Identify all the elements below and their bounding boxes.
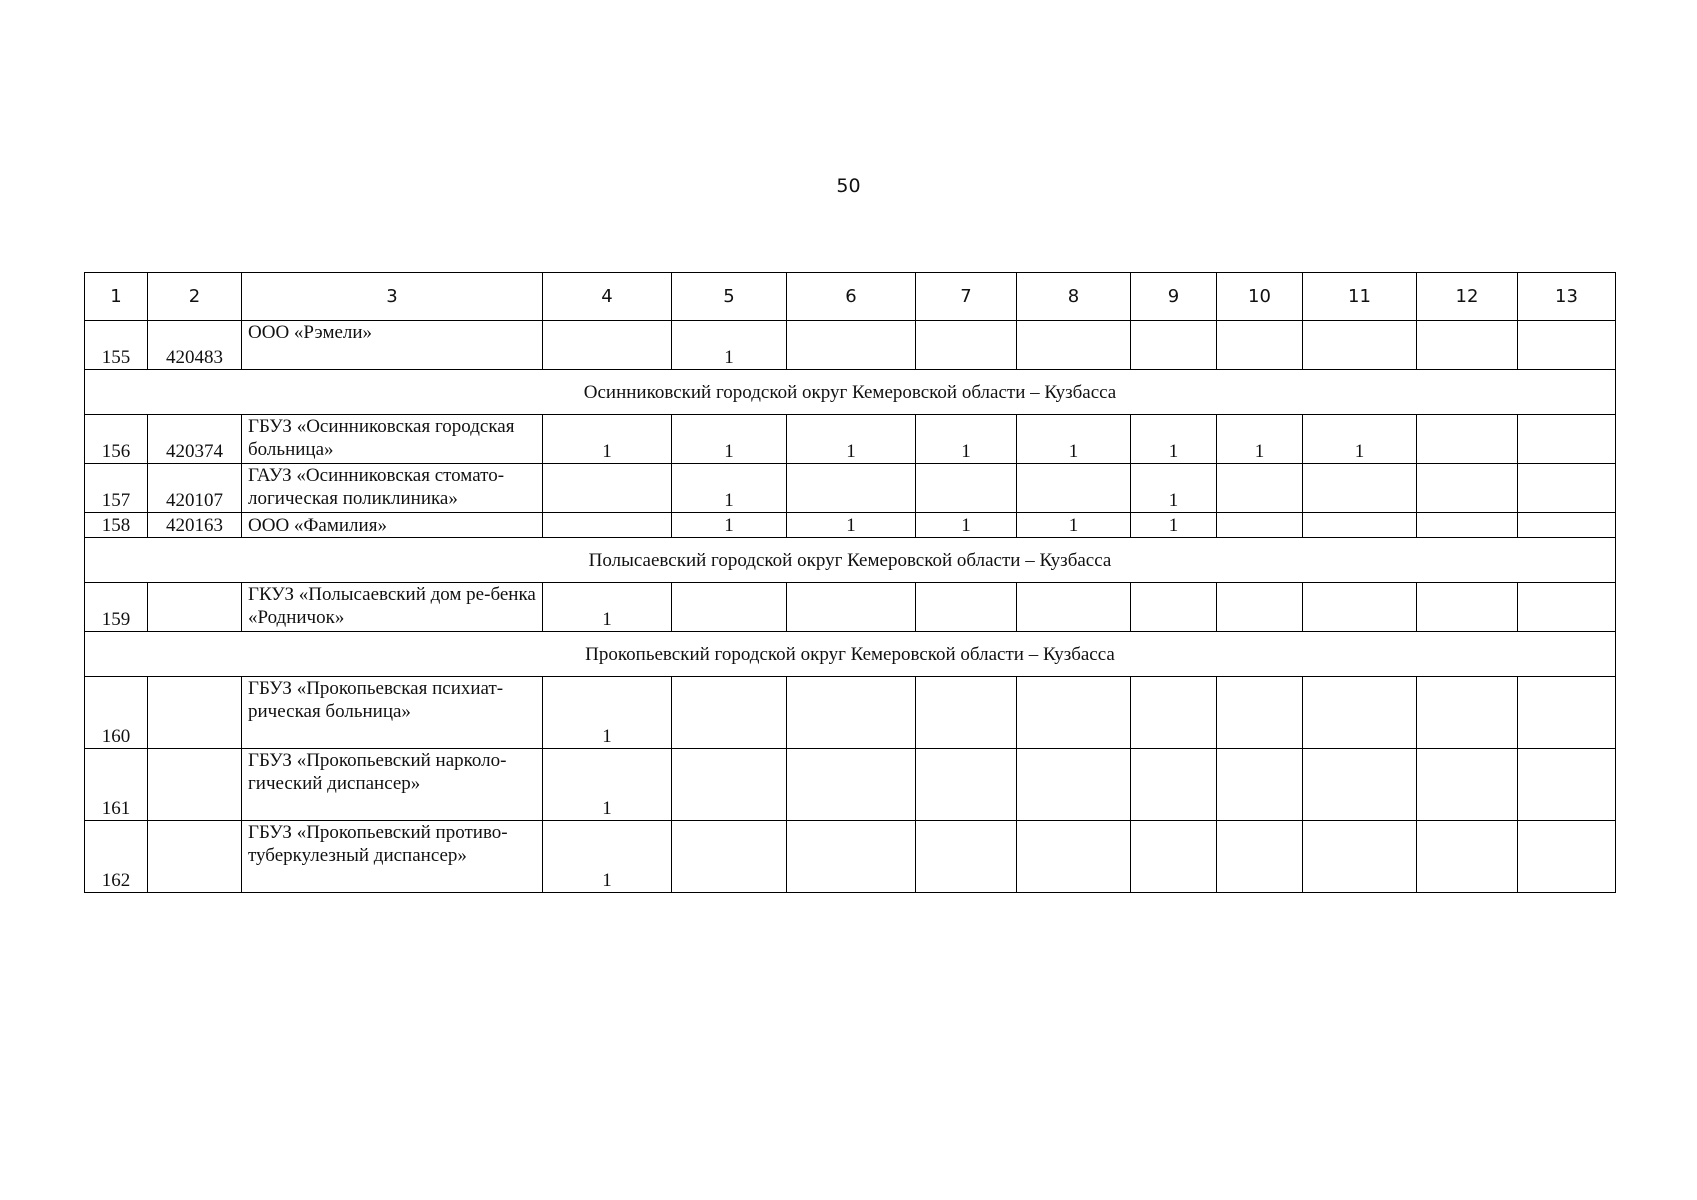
organization-name: ГБУЗ «Прокопьевская психиат-рическая больница» bbox=[242, 677, 543, 749]
column-header: 6 bbox=[787, 273, 916, 321]
column-header: 10 bbox=[1217, 273, 1303, 321]
data-table bbox=[84, 272, 1616, 893]
column-header: 11 bbox=[1303, 273, 1417, 321]
value-cell bbox=[672, 749, 787, 821]
value-cell bbox=[1303, 513, 1417, 538]
value-cell bbox=[1217, 513, 1303, 538]
value-cell bbox=[1131, 677, 1217, 749]
row-code: 420107 bbox=[148, 464, 242, 513]
value-cell bbox=[1518, 513, 1616, 538]
table-row bbox=[85, 415, 1616, 464]
value-cell: 1 bbox=[543, 415, 672, 464]
value-cell bbox=[787, 749, 916, 821]
column-header: 3 bbox=[242, 273, 543, 321]
value-cell bbox=[787, 821, 916, 893]
value-cell bbox=[1417, 583, 1518, 632]
value-cell: 1 bbox=[672, 415, 787, 464]
value-cell bbox=[1417, 415, 1518, 464]
table-row bbox=[85, 513, 1616, 538]
value-cell bbox=[1303, 321, 1417, 370]
row-code: 420163 bbox=[148, 513, 242, 538]
row-code bbox=[148, 749, 242, 821]
value-cell bbox=[1217, 464, 1303, 513]
value-cell: 1 bbox=[1131, 464, 1217, 513]
value-cell bbox=[1417, 749, 1518, 821]
value-cell bbox=[916, 464, 1017, 513]
value-cell bbox=[1131, 321, 1217, 370]
value-cell: 1 bbox=[672, 321, 787, 370]
value-cell bbox=[543, 513, 672, 538]
column-header: 1 bbox=[85, 273, 148, 321]
value-cell: 1 bbox=[1303, 415, 1417, 464]
value-cell bbox=[1217, 583, 1303, 632]
value-cell bbox=[1017, 749, 1131, 821]
column-header: 2 bbox=[148, 273, 242, 321]
value-cell: 1 bbox=[1217, 415, 1303, 464]
value-cell bbox=[1017, 321, 1131, 370]
section-row bbox=[85, 538, 1616, 583]
value-cell: 1 bbox=[787, 415, 916, 464]
value-cell bbox=[1131, 749, 1217, 821]
row-number: 157 bbox=[85, 464, 148, 513]
value-cell: 1 bbox=[1131, 513, 1217, 538]
section-row bbox=[85, 632, 1616, 677]
page-number: 50 bbox=[836, 175, 861, 197]
value-cell: 1 bbox=[543, 677, 672, 749]
value-cell bbox=[916, 821, 1017, 893]
organization-name: ООО «Фамилия» bbox=[242, 513, 543, 538]
value-cell: 1 bbox=[787, 513, 916, 538]
value-cell bbox=[787, 464, 916, 513]
value-cell bbox=[672, 583, 787, 632]
value-cell bbox=[1417, 321, 1518, 370]
value-cell bbox=[1518, 749, 1616, 821]
value-cell bbox=[1518, 583, 1616, 632]
value-cell bbox=[1017, 677, 1131, 749]
value-cell bbox=[1217, 821, 1303, 893]
table-row bbox=[85, 321, 1616, 370]
value-cell bbox=[1518, 464, 1616, 513]
section-title: Полысаевский городской округ Кемеровской области – Кузбасса bbox=[85, 538, 1616, 583]
value-cell bbox=[1017, 821, 1131, 893]
value-cell bbox=[1217, 677, 1303, 749]
value-cell bbox=[1518, 677, 1616, 749]
row-number: 156 bbox=[85, 415, 148, 464]
value-cell bbox=[787, 583, 916, 632]
organization-name: ГАУЗ «Осинниковская стомато-логическая поликлиника» bbox=[242, 464, 543, 513]
value-cell: 1 bbox=[1017, 513, 1131, 538]
column-header: 4 bbox=[543, 273, 672, 321]
section-row bbox=[85, 370, 1616, 415]
value-cell: 1 bbox=[1131, 415, 1217, 464]
organization-name: ГБУЗ «Осинниковская городская больница» bbox=[242, 415, 543, 464]
value-cell bbox=[1303, 821, 1417, 893]
table-row bbox=[85, 749, 1616, 821]
value-cell: 1 bbox=[916, 513, 1017, 538]
value-cell bbox=[1131, 821, 1217, 893]
value-cell: 1 bbox=[672, 464, 787, 513]
value-cell bbox=[1417, 677, 1518, 749]
value-cell: 1 bbox=[672, 513, 787, 538]
table-row bbox=[85, 677, 1616, 749]
value-cell bbox=[787, 677, 916, 749]
value-cell bbox=[1303, 749, 1417, 821]
value-cell bbox=[672, 821, 787, 893]
row-number: 155 bbox=[85, 321, 148, 370]
row-number: 158 bbox=[85, 513, 148, 538]
row-number: 160 bbox=[85, 677, 148, 749]
value-cell bbox=[1303, 583, 1417, 632]
value-cell bbox=[543, 321, 672, 370]
value-cell bbox=[1417, 821, 1518, 893]
column-header: 13 bbox=[1518, 273, 1616, 321]
column-header: 9 bbox=[1131, 273, 1217, 321]
organization-name: ГБУЗ «Прокопьевский нарколо-гический диспансер» bbox=[242, 749, 543, 821]
value-cell bbox=[1303, 464, 1417, 513]
organization-name: ООО «Рэмели» bbox=[242, 321, 543, 370]
value-cell bbox=[1518, 321, 1616, 370]
row-code: 420374 bbox=[148, 415, 242, 464]
row-code: 420483 bbox=[148, 321, 242, 370]
value-cell bbox=[1417, 464, 1518, 513]
column-header: 5 bbox=[672, 273, 787, 321]
column-header: 12 bbox=[1417, 273, 1518, 321]
row-code bbox=[148, 677, 242, 749]
value-cell: 1 bbox=[543, 821, 672, 893]
organization-name: ГБУЗ «Прокопьевский противо-туберкулезный диспансер» bbox=[242, 821, 543, 893]
value-cell: 1 bbox=[1017, 415, 1131, 464]
table-row bbox=[85, 821, 1616, 893]
row-number: 161 bbox=[85, 749, 148, 821]
row-code bbox=[148, 583, 242, 632]
row-number: 159 bbox=[85, 583, 148, 632]
organization-name: ГКУЗ «Полысаевский дом ре-бенка «Родничок» bbox=[242, 583, 543, 632]
value-cell bbox=[1303, 677, 1417, 749]
value-cell bbox=[916, 321, 1017, 370]
value-cell bbox=[1518, 415, 1616, 464]
column-header: 7 bbox=[916, 273, 1017, 321]
value-cell bbox=[916, 677, 1017, 749]
value-cell bbox=[916, 583, 1017, 632]
value-cell bbox=[543, 464, 672, 513]
value-cell bbox=[1131, 583, 1217, 632]
value-cell bbox=[672, 677, 787, 749]
value-cell: 1 bbox=[916, 415, 1017, 464]
value-cell bbox=[1017, 583, 1131, 632]
value-cell bbox=[1217, 749, 1303, 821]
row-code bbox=[148, 821, 242, 893]
value-cell bbox=[1417, 513, 1518, 538]
value-cell bbox=[916, 749, 1017, 821]
table-row bbox=[85, 464, 1616, 513]
value-cell bbox=[787, 321, 916, 370]
column-header: 8 bbox=[1017, 273, 1131, 321]
value-cell bbox=[1217, 321, 1303, 370]
value-cell: 1 bbox=[543, 749, 672, 821]
value-cell bbox=[1017, 464, 1131, 513]
section-title: Прокопьевский городской округ Кемеровской области – Кузбасса bbox=[85, 632, 1616, 677]
value-cell: 1 bbox=[543, 583, 672, 632]
header-row bbox=[85, 273, 1616, 321]
row-number: 162 bbox=[85, 821, 148, 893]
section-title: Осинниковский городской округ Кемеровской области – Кузбасса bbox=[85, 370, 1616, 415]
value-cell bbox=[1518, 821, 1616, 893]
table-row bbox=[85, 583, 1616, 632]
